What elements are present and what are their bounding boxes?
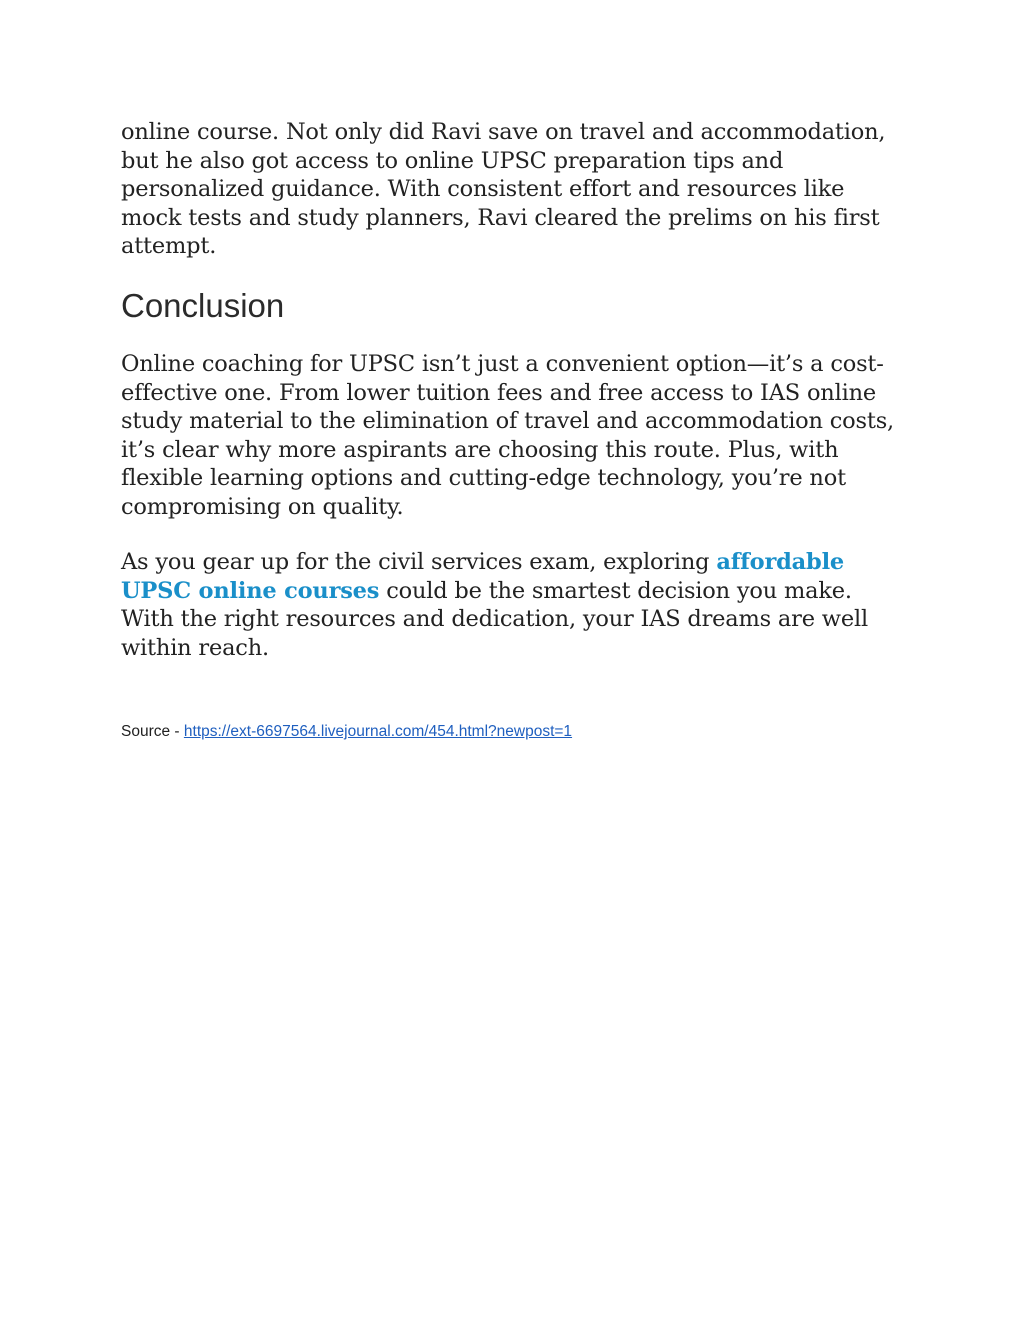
source-url-link[interactable]: https://ext-6697564.livejournal.com/454.html?newpost=1 (183, 723, 573, 740)
closing-text-before-link: As you gear up for the civil services exam, exploring (121, 549, 717, 575)
closing-paragraph (121, 548, 911, 662)
affordable-upsc-courses-link[interactable]: affordable UPSC online courses (121, 549, 845, 604)
closing-text-after-link: could be the smartest decision you make. With the right resources and dedication, your IAS dreams are well within reach. (121, 577, 868, 661)
intro-paragraph: online course. Not only did Ravi save on travel and accommodation, but he also got access to online UPSC preparation tips and personalized guidance. With consistent effort and resources like mock tests and study planners, Ravi cleared the prelims on his first attempt. (121, 119, 886, 260)
conclusion-paragraph: Online coaching for UPSC isn’t just a convenient option—it’s a cost-effective one. From lower tuition fees and free access to IAS online study material to the elimination of travel and accommodation costs, it’s clear why more aspirants are choosing this route. Plus, with flexible learning options and cutting-edge technology, you’re not compromising on quality. (121, 351, 895, 520)
conclusion-heading: Conclusion (121, 287, 285, 324)
source-line (121, 722, 572, 742)
source-label: Source - (121, 723, 184, 740)
